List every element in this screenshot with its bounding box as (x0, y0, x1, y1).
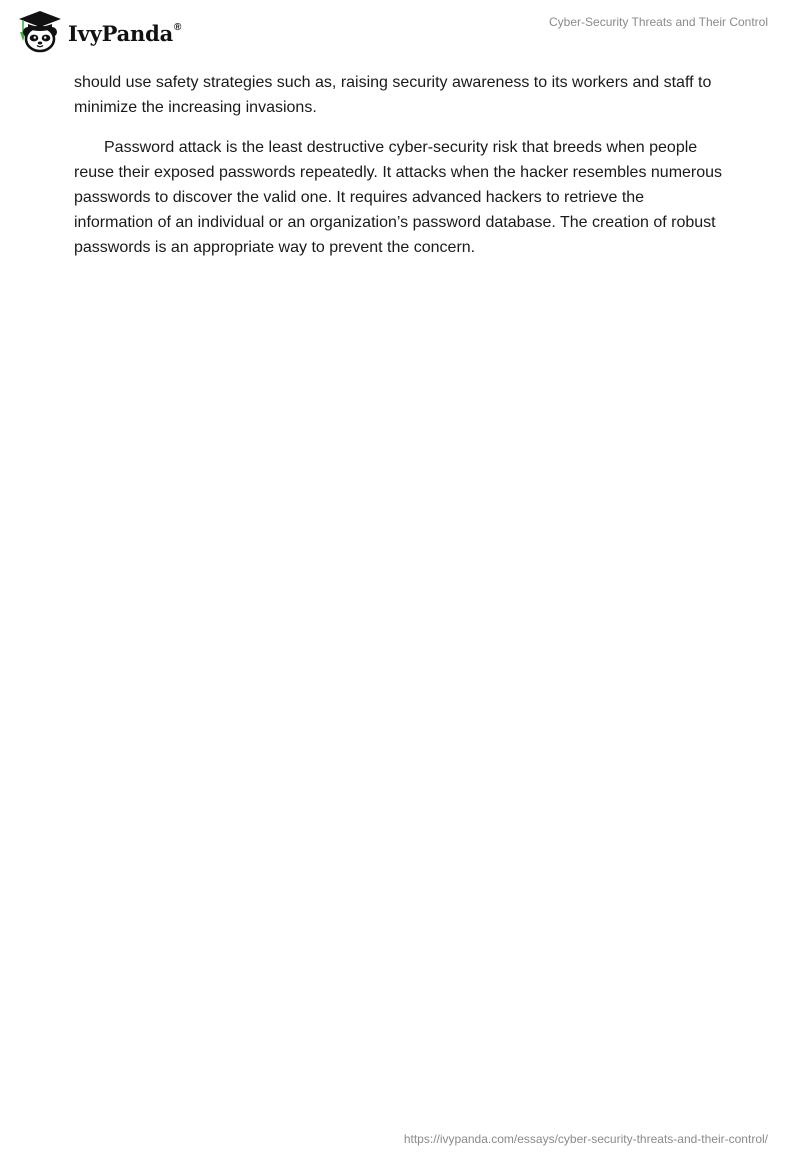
registered-mark: ® (174, 21, 182, 33)
essay-body (74, 70, 724, 275)
footer-source-url[interactable]: https://ivypanda.com/essays/cyber-security-threats-and-their-control/ (403, 1132, 768, 1146)
brand-logo[interactable] (16, 8, 181, 56)
paragraph-password-attack: Password attack is the least destructive cyber-security risk that breeds when people reuse their exposed passwords repeatedly. It attacks when the hacker resembles numerous passwords to discover the valid one. It requires advanced hackers to retrieve the information of an individual or an organization’s password database. The creation of robust passwords is an appropriate way to prevent the concern. (74, 139, 723, 256)
page-header (0, 0, 800, 60)
brand-name: IvyPanda® (68, 20, 182, 46)
paragraph-continuation: should use safety strategies such as, raising security awareness to its workers and staff to minimize the increasing invasions. (74, 74, 712, 116)
panda-graduation-cap-icon (16, 8, 64, 56)
document-title: Cyber-Security Threats and Their Control (549, 15, 768, 29)
